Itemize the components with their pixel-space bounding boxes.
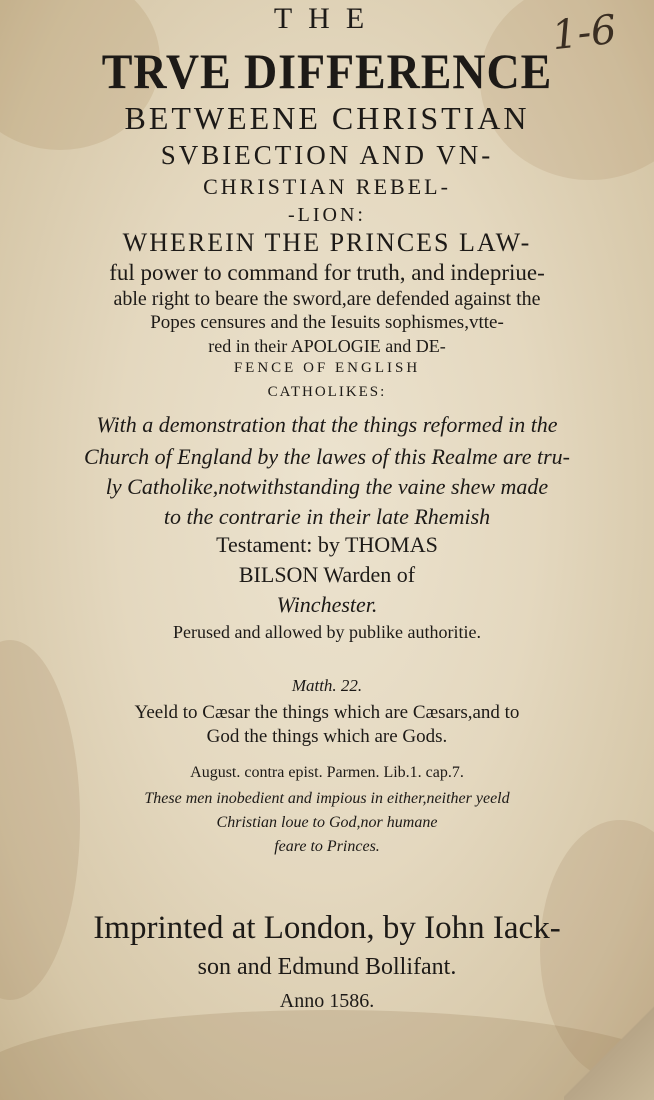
title-line: TRVE DIFFERENCE	[101, 43, 553, 99]
demonstration-line: Winchester.	[276, 592, 378, 617]
description-line: able right to beare the sword,are defended against the	[113, 288, 541, 310]
demonstration-line: ly Catholike,notwithstanding the vaine shew made	[105, 474, 549, 499]
paper-stain	[0, 1010, 654, 1100]
demonstration-line: Church of England by the lawes of this Realme are tru-	[84, 444, 570, 469]
description-line: Popes censures and the Iesuits sophismes,vtte-	[150, 312, 504, 333]
description-line: FENCE OF ENGLISH	[233, 360, 421, 376]
title-line: SVBIECTION AND VN-	[160, 140, 494, 170]
scripture-citation: Matth. 22.	[291, 676, 363, 695]
description-line: WHEREIN THE PRINCES LAW-	[122, 228, 532, 257]
torn-corner	[564, 980, 654, 1100]
imprint-line: Imprinted at London, by Iohn Iack-	[93, 910, 561, 946]
description-line: red in their APOLOGIE and DE-	[208, 336, 446, 356]
augustine-reference: August. contra epist. Parmen. Lib.1. cap.7.	[190, 764, 464, 781]
handwritten-annotation: 1-6	[549, 6, 619, 60]
demonstration-line: With a demonstration that the things reformed in the	[96, 412, 558, 437]
demonstration-line: Testament: by THOMAS	[216, 532, 438, 557]
authority-statement: Perused and allowed by publike authoritie.	[173, 622, 481, 642]
augustine-quote-line: Christian loue to God,nor humane	[216, 814, 438, 831]
scripture-quote-line: God the things which are Gods.	[206, 726, 448, 747]
augustine-quote-line: feare to Princes.	[274, 838, 380, 855]
imprint-date: Anno 1586.	[279, 990, 375, 1012]
augustine-quote-line: These men inobedient and impious in either,neither yeeld	[144, 790, 510, 807]
title-line: THE	[273, 2, 381, 35]
demonstration-line: to the contrarie in their late Rhemish	[163, 504, 491, 529]
title-line: -LION:	[288, 204, 366, 226]
scripture-quote-line: Yeeld to Cæsar the things which are Cæsars,and to	[134, 702, 520, 723]
title-line: BETWEENE CHRISTIAN	[124, 100, 530, 136]
description-line: CATHOLIKES:	[267, 384, 387, 400]
title-line: CHRISTIAN REBEL-	[203, 174, 451, 199]
demonstration-line: BILSON Warden of	[238, 562, 416, 587]
description-line: ful power to command for truth, and indepriue-	[109, 260, 545, 285]
imprint-line: son and Edmund Bollifant.	[197, 954, 457, 980]
